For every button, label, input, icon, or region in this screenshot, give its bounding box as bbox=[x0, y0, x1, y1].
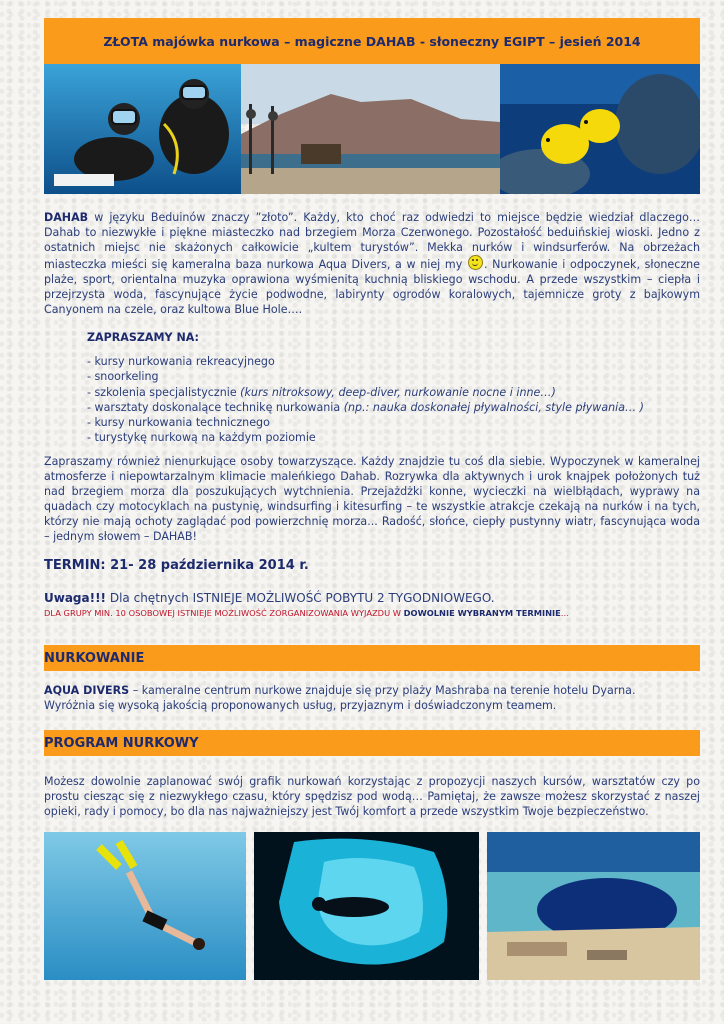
offer-list bbox=[87, 330, 687, 445]
cave-diver-photo bbox=[254, 832, 479, 980]
offer-item: - kursy nurkowania rekreacyjnego bbox=[87, 355, 275, 369]
note-text: Dla chętnych ISTNIEJE MOŻLIWOŚĆ POBYTU 2 TYGODNIOWEGO. bbox=[106, 591, 495, 605]
program-paragraph: Możesz dowolnie zaplanować swój grafik nurkowań korzystając z propozycji naszych kursów, warsztatów czy po prostu ciesząc się z niezwykłego czasu, który spędzisz pod wodą… Pamiętaj, że zawsze możesz skorzystać z naszej opieki, rady i pomocy, bo dla nas najważniejszy jest Twój komfort a przede wszystkim Twoje bezpieczeństwo. bbox=[44, 775, 700, 818]
offer-item: - snoorkeling bbox=[87, 370, 159, 384]
dahab-beach-photo bbox=[241, 64, 500, 194]
header-photo-strip bbox=[44, 64, 700, 194]
offer-item: - warsztaty doskonalące technikę nurkowania (np.: nauka doskonałej pływalności, style pływania… ) bbox=[87, 400, 644, 414]
aqua-divers-name: AQUA DIVERS bbox=[44, 684, 130, 697]
intro-lead: DAHAB bbox=[44, 211, 89, 224]
note-line bbox=[44, 591, 495, 605]
page-title: ZŁOTA majówka nurkowa – magiczne DAHAB - słoneczny EGIPT – jesień 2014 bbox=[103, 33, 641, 49]
intro-paragraph bbox=[44, 210, 700, 317]
butterflyfish-photo bbox=[500, 64, 700, 194]
invite-paragraph: Zapraszamy również nienurkujące osoby towarzyszące. Każdy znajdzie tu coś dla siebie. Wypoczynek w kameralnej atmosferze i niepowtarzalnym klimacie maleńkiego Dahab. Rozrywka dla aktywnych i urok knajpek położonych tuż nad brzegiem morza dla poszukujących wytchnienia. Przejażdżki konne, wycieczki na wielbłądach, wyprawy na quadach czy motocyklach na pustynię, windsurfing i kitesurfing – te wszystkie atrakcje czekają na nurków i na tych, którzy nie mają ochoty zaglądać pod powierzchnię morza... Radość, słońce, ciepły pustynny wiatr, fascynująca woda – jednym słowem – DAHAB! bbox=[44, 455, 700, 543]
nurkowanie-paragraph: AQUA DIVERS – kameralne centrum nurkowe znajduje się przy plaży Mashraba na terenie hotelu Dyarna. Wyróżnia się wysoką jakością proponowanych usług, przyjaznym i doświadczonym teamem. bbox=[44, 684, 636, 712]
bottom-photo-strip bbox=[44, 832, 700, 980]
offer-item: - kursy nurkowania technicznego bbox=[87, 416, 270, 430]
section-heading-nurkowanie: NURKOWANIE bbox=[44, 645, 700, 671]
smiley-icon bbox=[468, 255, 483, 270]
freediver-photo bbox=[44, 832, 246, 980]
divers-photo bbox=[44, 64, 241, 194]
termin-date: TERMIN: 21- 28 października 2014 r. bbox=[44, 558, 309, 573]
group-note: DLA GRUPY MIN. 10 OSOBOWEJ ISTNIEJE MOŻLIWOŚĆ ZORGANIZOWANIA WYJAZDU W DOWOLNIE WYBRANYM TERMINIE… bbox=[44, 608, 570, 618]
intro-text-1: w języku Beduinów znaczy ”złoto”. Każdy, kto choć raz odwiedzi to miejsce będzie wiedział dlaczego… Dahab to niezwykłe i piękne miasteczko nad brzegiem Morza Czerwonego. Pozostałość beduińskiej wioski. Jedno z ostatnich miejsc nie skażonych całkowicie „kultem turystów”. Mekka nurków i windsurferów. Na obrzeżach miasteczka mieści się kameralna baza nurkowa Aqua Divers, a w niej my bbox=[44, 211, 700, 271]
blue-hole-photo bbox=[487, 832, 700, 980]
offer-item: - turystykę nurkową na każdym poziomie bbox=[87, 431, 316, 445]
section-heading-program: PROGRAM NURKOWY bbox=[44, 730, 700, 756]
intro-text-2: . Nurkowanie i odpoczynek, słoneczne plaże, sport, orientalna muzyka oprawiona wyśmienitą kuchnią bliskiego wschodu. A przede wszystkim – ciepła i przejrzysta woda, fascynujące życie podwodne, labirynty ogrodów koralowych, tajemnicze groty z bajkowym Canyonem na czele, oraz kultowa Blue Hole…. bbox=[44, 258, 700, 316]
note-bold: Uwaga!!! bbox=[44, 591, 107, 605]
offer-item: - szkolenia specjalistycznie (kurs nitroksowy, deep-diver, nurkowanie nocne i inne…) bbox=[87, 385, 556, 399]
page-title-banner bbox=[44, 18, 700, 64]
offer-heading: ZAPRASZAMY NA: bbox=[87, 331, 199, 344]
